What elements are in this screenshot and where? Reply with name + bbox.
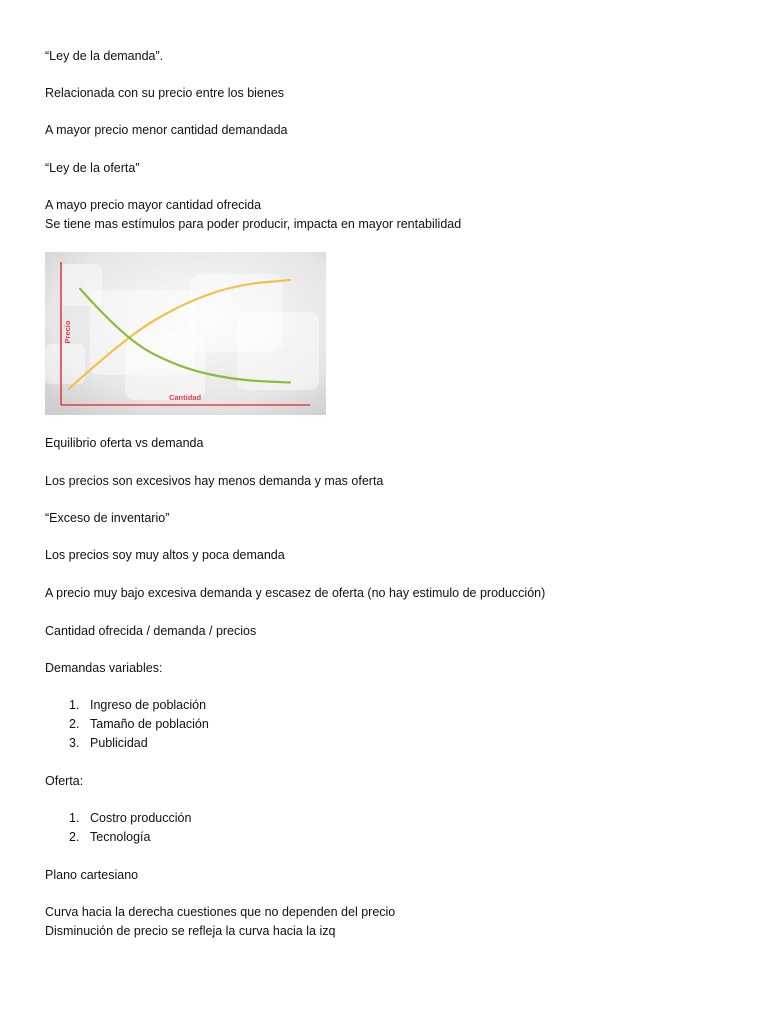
heading-exceso-inventario: “Exceso de inventario” xyxy=(45,511,170,525)
list-number: 2. xyxy=(69,717,80,731)
list-item xyxy=(69,810,191,826)
x-axis-label: Cantidad xyxy=(168,393,202,402)
paragraph: Los precios soy muy altos y poca demanda xyxy=(45,548,285,562)
list-number: 1. xyxy=(69,698,80,712)
y-axis-label: Precio xyxy=(63,320,72,344)
heading-ley-demanda: “Ley de la demanda”. xyxy=(45,49,164,63)
heading-plano-cartesiano: Plano cartesiano xyxy=(45,868,139,882)
paragraph: Disminución de precio se refleja la curva hacia la izq xyxy=(45,924,336,938)
list-item xyxy=(69,735,148,751)
supply-demand-chart xyxy=(45,252,326,415)
paragraph: A mayor precio menor cantidad demandada xyxy=(45,123,288,137)
paragraph: Relacionada con su precio entre los bienes xyxy=(45,86,285,100)
list-text: Costro producción xyxy=(90,811,192,825)
list-item xyxy=(69,697,206,713)
list-number: 1. xyxy=(69,811,80,825)
list-number: 2. xyxy=(69,830,80,844)
paragraph: Curva hacia la derecha cuestiones que no dependen del precio xyxy=(45,905,396,919)
heading-ley-oferta: “Ley de la oferta” xyxy=(45,161,140,175)
heading-oferta: Oferta: xyxy=(45,774,84,788)
list-number: 3. xyxy=(69,736,80,750)
heading-demandas-variables: Demandas variables: xyxy=(45,661,163,675)
list-text: Publicidad xyxy=(90,736,148,750)
paragraph: A precio muy bajo excesiva demanda y escasez de oferta (no hay estimulo de producción) xyxy=(45,586,546,600)
paragraph: Equilibrio oferta vs demanda xyxy=(45,436,204,450)
list-item xyxy=(69,716,209,732)
list-item xyxy=(69,829,150,845)
list-text: Tecnología xyxy=(90,830,151,844)
paragraph: A mayo precio mayor cantidad ofrecida xyxy=(45,198,262,212)
list-text: Ingreso de población xyxy=(90,698,207,712)
paragraph: Se tiene mas estímulos para poder producir, impacta en mayor rentabilidad xyxy=(45,217,462,231)
paragraph: Cantidad ofrecida / demanda / precios xyxy=(45,624,257,638)
list-text: Tamaño de población xyxy=(90,717,209,731)
paragraph: Los precios son excesivos hay menos demanda y mas oferta xyxy=(45,474,384,488)
chart-svg xyxy=(45,252,326,415)
